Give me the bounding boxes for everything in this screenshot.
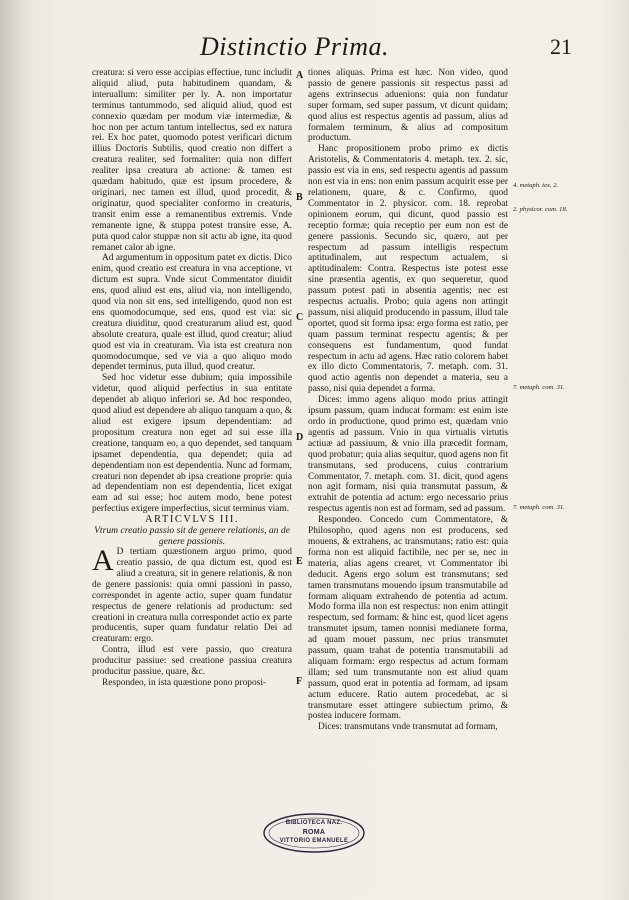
paragraph: Respondeo, in ista quæstione pono proposi- xyxy=(102,677,267,688)
paragraph: Ad argumentum in oppositum patet ex dictis. Dico enim, quod creatio est creatura in vna acceptione, vt dictum est supra. Vnde sicut Commentator diuidit ens, quod aliud est ens, aliud via, non intelligendo, quod via non sit ens, sed intelligendo, quod non est ens quomodocumque, sed ens, quod est via: sic creatura diuiditur, quod creaturarum aliud est, quod absolute creatura, quale est illud, quod creatur; aliud quod est via in creaturam. Via ista est creatura non quomodocumque, sed ve via a quo aliquo modo dependet terminus, puta illud, quod creatur. xyxy=(92,253,292,373)
margin-note: 7. metaph. com. 31. xyxy=(513,384,565,391)
paragraph: Dices: transmutans vnde transmutat ad formam, xyxy=(318,722,498,733)
side-marker-e: E xyxy=(296,556,303,567)
paragraph: creatura: si vero esse accipias effectiue, tunc includit aliquid aliud, puta habitudinem quandam, & interuallum: similiter per ly. A. non importatur terminus tantummodo, sed aliquid aliud, quod est connexio quædam per modum viæ intermediæ, & hoc non per actum tantum intellectus, sed ex natura rei. Ex hoc patet, quomodo potest verificari dictum illius Doctoris Subtilis, quod creatio non differt a creatura realiter, sed formaliter: quia non differt realiter ipsa creatura ab actione: & tamen est quædam habitudo, quæ est ipsum procedere, & originari, nec tamen est illud, quod procedit, & originatur, quod specialiter conformo in creaturis, transit enim esse a remanentibus extremis. Vnde remanente igne, & stuppa potest transire esse, A. puta quod calor stuppæ non sit actu ab igne, ita quod remanet calor ab igne. xyxy=(92,68,292,253)
right-column xyxy=(308,68,508,808)
article-heading: ARTICVLVS III. xyxy=(144,514,240,526)
paragraph-text: D tertiam quæstionem arguo primo, quod creatio passio, de qua dictum est, quod est aliud a creatura, sit in genere relationis, & non de genere passionis: quia omni passioni in passo, correspondet in agente actio, super quam fundatur respectus de genere relationis ad productum: sed creationi in creatura nulla correspondet actio ex parte producentis, super quam fundatur relatio Dei ad creaturam: ergo. xyxy=(92,547,292,645)
paragraph: Respondeo. Concedo cum Commentatore, & Philosopho, quod agens non est producens, sed mouens, & extrahens, ac transmutans; ratio est: quia forma non est aliquid factibile, nec per se, nec in materia, alias agens crearet, vt Commentator ibi deducit. Agens ergo solum est transmutans; sed tamen transmutans mouendo ipsum transmutabile ad formam aliquam extrahendo de potentia ad actum. Modo forma illa non est respectus: non enim attingit respectum, sed formam: & hinc est, quod licet agens transmutet ipsum, tamen nonnisi medianete forma, ad quam mouet passum, nec prius transmutet passum, quam trahat de potentia transmutabili ad aliquam formam: ergo respectus ad actum formam illam; sed tum transmutante non est aliud quam passum, quod erat in potentia ad formam, ad ipsam actum educere. Ratio autem procedebat, ac si transmutare esset attingere subiectum primo, & postea inducere formam. xyxy=(308,515,508,722)
margin-note: 2. physicor. com. 18. xyxy=(513,206,568,213)
stamp-line: ROMA xyxy=(302,829,326,836)
paragraph: Dices: immo agens aliquo modo prius attingit ipsum passum, quam inducat formam: est enim iste ordo in productione, quod primo est, quædam vnio agentis ad passum. Vnio in qua virtualis virtutis actiuæ ad passiuum, & vnio illa præcedit formam, quod probatur; quia alias sequitur, quod agens non fit transmutans, sed producens, cuius contrarium Commentator, 7. metaph. com. 31. dicit, quod agens non agit formam, nisi quia transmutat passum, & extrahit de potentia ad actum: ergo necessario prius respectus agentis non est ad formam, sed ad passum. xyxy=(308,395,508,515)
paragraph: Contra, illud est vere passio, quo creatura producitur passiue: sed creatione passiua creatura producitur passiue, quare, &c. xyxy=(92,645,292,678)
side-marker-d: D xyxy=(296,432,304,443)
side-marker-c: C xyxy=(296,312,304,323)
running-title: Distinctio Prima. xyxy=(200,32,390,61)
stamp-line: VITTORIO EMANUELE xyxy=(279,838,349,844)
article-paragraph xyxy=(92,544,292,645)
paragraph: Hanc propositionem probo primo ex dictis Aristotelis, & Commentatoris 4. metaph. tex. 2. sic, passio est via in ens, sed respectu agentis ad passum non est via in ens: non enim passum acquirit esse per relationem, quare, & c. Confirmo, quod Commentator in 2. physicor. com. 18. reprobat opinionem eorum, qui dicunt, quod passio est receptio formæ; quia receptio per eum non est de genere passionis. Secundo sic, quæro, aut per respectum ad passum intelligis respectum aptitudinalem, aut respectum actualem, si aptitudinalem: Contra. Respectus iste potest esse sine præsentia agentis, ex quo sequeretur, quod passum potest pati in absentia agentis; nec est respectus actualis. Probo; quia agens non attingit passum, nisi aliquid producendo in passum, illud tale oportet, quod sit forma ipsa: ergo forma est ratio, per quam passum terminat respectu agentis; & per consequens est fundamentum, quod fundat respectum in actu ad agens. Hæc ratio colorem habet ex illo dicto Commentatoris, 7. metaph. com. 31. quod actio agentis non dependet a materia, seu a passo, nisi quia dependet a forma. xyxy=(308,144,508,395)
margin-note: 4. metaph. tex. 2. xyxy=(513,182,559,189)
library-stamp xyxy=(262,812,366,854)
paragraph: Sed hoc videtur esse dubium; quia impossibile videtur, quod aliquid perfectius in sua entitate dependet ab aliquo inferiori se. Ad hoc respondeo, quod aliud est dependere ab aliquo tanquam a quo, & aliud est exigere ipsum dependentiam: ad propositum creatura non eget ad sui esse illa creatione, tanquam eo, a quo dependet, sed tanquam ipsamet dependentia, qua dependet; quia ad dependentiam non est dependentia. Nunc ad formam, creaturi non dependet ab ipsa creatione proprie: quia ad dependentiam non est dependentia, licet exigat eam ad sui esse; hoc autem modo, bene potest perfectius exigere imperfectius, sicut terminus viam. xyxy=(92,373,292,515)
page-number: 21 xyxy=(550,34,572,59)
stamp-line: BIBLIOTECA NAZ. xyxy=(285,820,343,826)
left-column xyxy=(92,68,292,808)
side-marker-b: B xyxy=(296,192,303,203)
drop-cap: A xyxy=(92,544,114,578)
margin-note: 7. metaph. com. 31. xyxy=(513,504,565,511)
side-marker-a: A xyxy=(296,70,304,81)
side-marker-f: F xyxy=(296,676,303,687)
paragraph: tiones aliquas. Prima est hæc. Non video, quod passio de genere passionis sit respectus passi ad agens extrinsecus aduenions: quia non fundatur super formam, sed super passum, vt dicunt quidam; quod alius est respectus agentis ad passum, alius ad formalem terminum, & alius ad compositum productum. xyxy=(308,68,508,144)
page-header xyxy=(0,30,629,70)
article-subtitle: Vtrum creatio passio sit de genere relationis, an de genere passionis. xyxy=(94,525,290,547)
